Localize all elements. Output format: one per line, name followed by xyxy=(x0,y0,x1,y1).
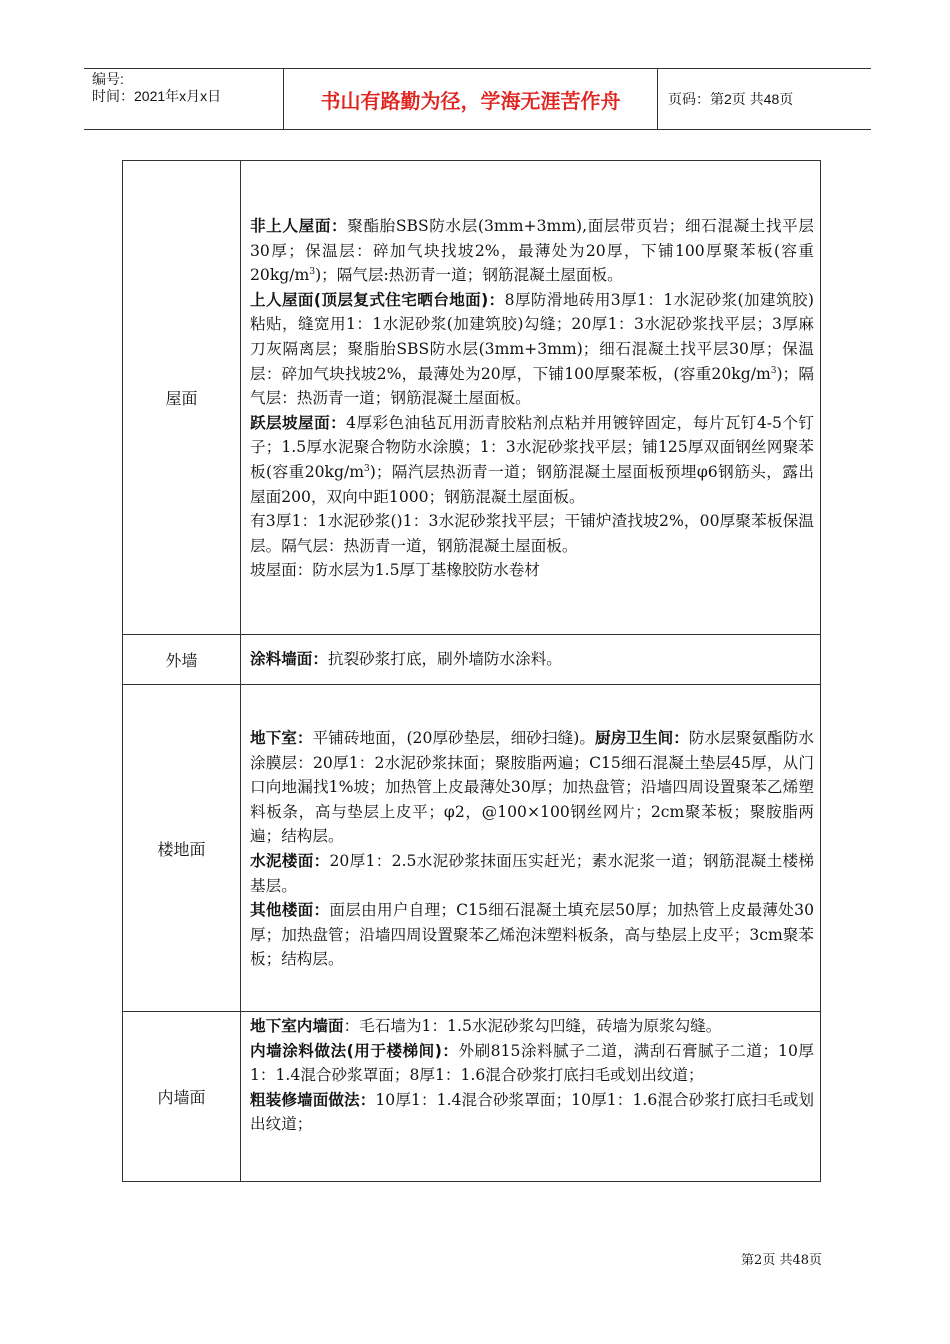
para-text: 20厚1：2.5水泥砂浆抹面压实赶光；素水泥浆一道；钢筋混凝土楼梯基层。 xyxy=(250,852,814,895)
para-text: 外刷815涂料腻子二道，满刮石膏腻子二道；10厚1：1.4混合砂浆罩面；8厚1：1.6混合砂浆打底扫毛或划出纹道； xyxy=(250,1041,814,1085)
row-label: 外墙 xyxy=(123,635,241,685)
bold-heading: 内墙涂料做法(用于楼梯间)： xyxy=(250,1041,459,1060)
para-text: 有3厚1：1水泥砂浆()1：3水泥砂浆找平层；干铺炉渣找坡2%，00厚聚苯板保温层。隔气层：热沥青一道，钢筋混凝土屋面板。 xyxy=(250,512,814,555)
row-content xyxy=(241,685,821,1012)
header-motto: 书山有路勤为径，学海无涯苦作舟 xyxy=(284,69,658,129)
bold-heading: 水泥楼面： xyxy=(250,852,330,870)
paragraph xyxy=(250,1039,814,1088)
para-text: )；隔汽层热沥青一道；钢筋混凝土屋面板预埋φ6钢筋头，露出屋面200，双向中距1000；钢筋混凝土屋面板。 xyxy=(250,462,814,506)
para-text: 4厚彩色油毡瓦用沥青胶粘剂点粘并用镀锌固定，每片瓦钉4-5个钉子；1.5厚水泥聚合物防水涂膜；1：3水泥砂浆找平层；铺125厚双面钢丝网聚苯板(容重20kg/m xyxy=(250,413,814,481)
paragraph xyxy=(250,411,814,509)
paragraph xyxy=(250,849,814,898)
spec-table xyxy=(122,160,821,1182)
para-text: ：毛石墙为1：1.5水泥砂浆勾凹缝，砖墙为原浆勾缝。 xyxy=(343,1017,722,1035)
bold-heading: 地下室内墙面 xyxy=(250,1017,344,1035)
paragraph xyxy=(250,1014,814,1039)
bold-heading: 其他楼面： xyxy=(250,901,330,920)
paragraph xyxy=(250,558,814,583)
row-label: 屋面 xyxy=(123,161,241,635)
page-header xyxy=(84,68,871,130)
superscript: 3 xyxy=(770,365,777,376)
header-meta xyxy=(84,69,284,129)
table-row xyxy=(123,161,821,635)
bold-heading: 粗装修墙面做法： xyxy=(250,1090,376,1109)
bold-heading: 涂料墙面： xyxy=(250,650,328,669)
superscript: 3 xyxy=(309,267,316,278)
date-text: 时间：2021年x月x日 xyxy=(92,88,222,104)
table-row xyxy=(123,635,821,685)
paragraph xyxy=(250,288,814,411)
superscript: 3 xyxy=(364,463,370,474)
paragraph xyxy=(250,1088,814,1137)
header-page-number: 页码：第2页 共48页 xyxy=(668,91,794,107)
para-text: 平铺砖地面，(20厚砂垫层，细砂扫缝)。 xyxy=(312,729,595,748)
paragraph xyxy=(250,898,814,972)
row-content xyxy=(241,161,821,635)
row-label: 内墙面 xyxy=(123,1012,241,1182)
row-content xyxy=(241,635,821,685)
paragraph xyxy=(250,509,814,558)
para-text: 面层由用户自理；C15细石混凝土填充层50厚；加热管上皮最薄处30厚；加热盘管；沿墙四周设置聚苯乙烯泡沫塑料板条，高与垫层上皮平；3cm聚苯板；结构层。 xyxy=(250,901,814,969)
paragraph xyxy=(250,726,814,849)
row-content xyxy=(241,1012,821,1182)
para-text: 防水层聚氨酯防水涂膜层：20厚1：2水泥砂浆抹面；聚胺脂两遍；C15细石混凝土垫层45厚，从门口向地漏找1%坡；加热管上皮最薄处30厚；加热盘管；沿墙四周设置聚苯乙烯塑料板条，高与垫层上皮平；φ2，@100×100钢丝网片；2cm聚苯板；聚胺脂两遍；结构层。 xyxy=(250,729,814,846)
bold-heading: 地下室： xyxy=(250,729,313,748)
paragraph xyxy=(250,214,814,288)
bold-heading: 跃层坡屋面： xyxy=(250,413,347,432)
para-text: )；隔气层:热沥青一道；钢筋混凝土屋面板。 xyxy=(315,266,623,285)
para-text: 8厚防滑地砖用3厚1：1水泥砂浆(加建筑胶)粘贴，缝宽用1：1水泥砂浆(加建筑胶)勾缝；20厚1：3水泥砂浆找平层；3厚麻刀灰隔离层；聚脂胎SBS防水层(3mm+3mm)；细石混凝土找平层30厚；保温层：碎加气块找坡2%，最薄处为20厚，下铺100厚聚苯板，(容重20kg/m xyxy=(250,290,814,383)
row-label: 楼地面 xyxy=(123,685,241,1012)
para-text: 10厚1：1.4混合砂浆罩面；10厚1：1.6混合砂浆打底扫毛或划出纹道； xyxy=(250,1090,814,1134)
page-footer: 第2页 共48页 xyxy=(741,1253,822,1268)
bold-heading: 上人屋面(顶层复式住宅晒台地面)： xyxy=(250,290,505,309)
bold-heading: 厨房卫生间： xyxy=(595,729,689,748)
table-row xyxy=(123,1012,821,1182)
table-row xyxy=(123,685,821,1012)
para-text: 聚酯胎SBS防水层(3mm+3mm),面层带页岩；细石混凝土找平层30厚；保温层：碎加气块找坡2%，最薄处为20厚，下铺100厚聚苯板(容重20kg/m xyxy=(250,217,814,285)
paragraph xyxy=(250,647,814,672)
para-text: 坡屋面：防水层为1.5厚丁基橡胶防水卷材 xyxy=(250,561,540,580)
para-text: )；隔气层：热沥青一道；钢筋混凝土屋面板。 xyxy=(250,364,814,408)
para-text: 抗裂砂浆打底，刷外墙防水涂料。 xyxy=(327,650,562,669)
number-label: 编号: xyxy=(92,71,124,87)
bold-heading: 非上人屋面： xyxy=(250,217,348,236)
